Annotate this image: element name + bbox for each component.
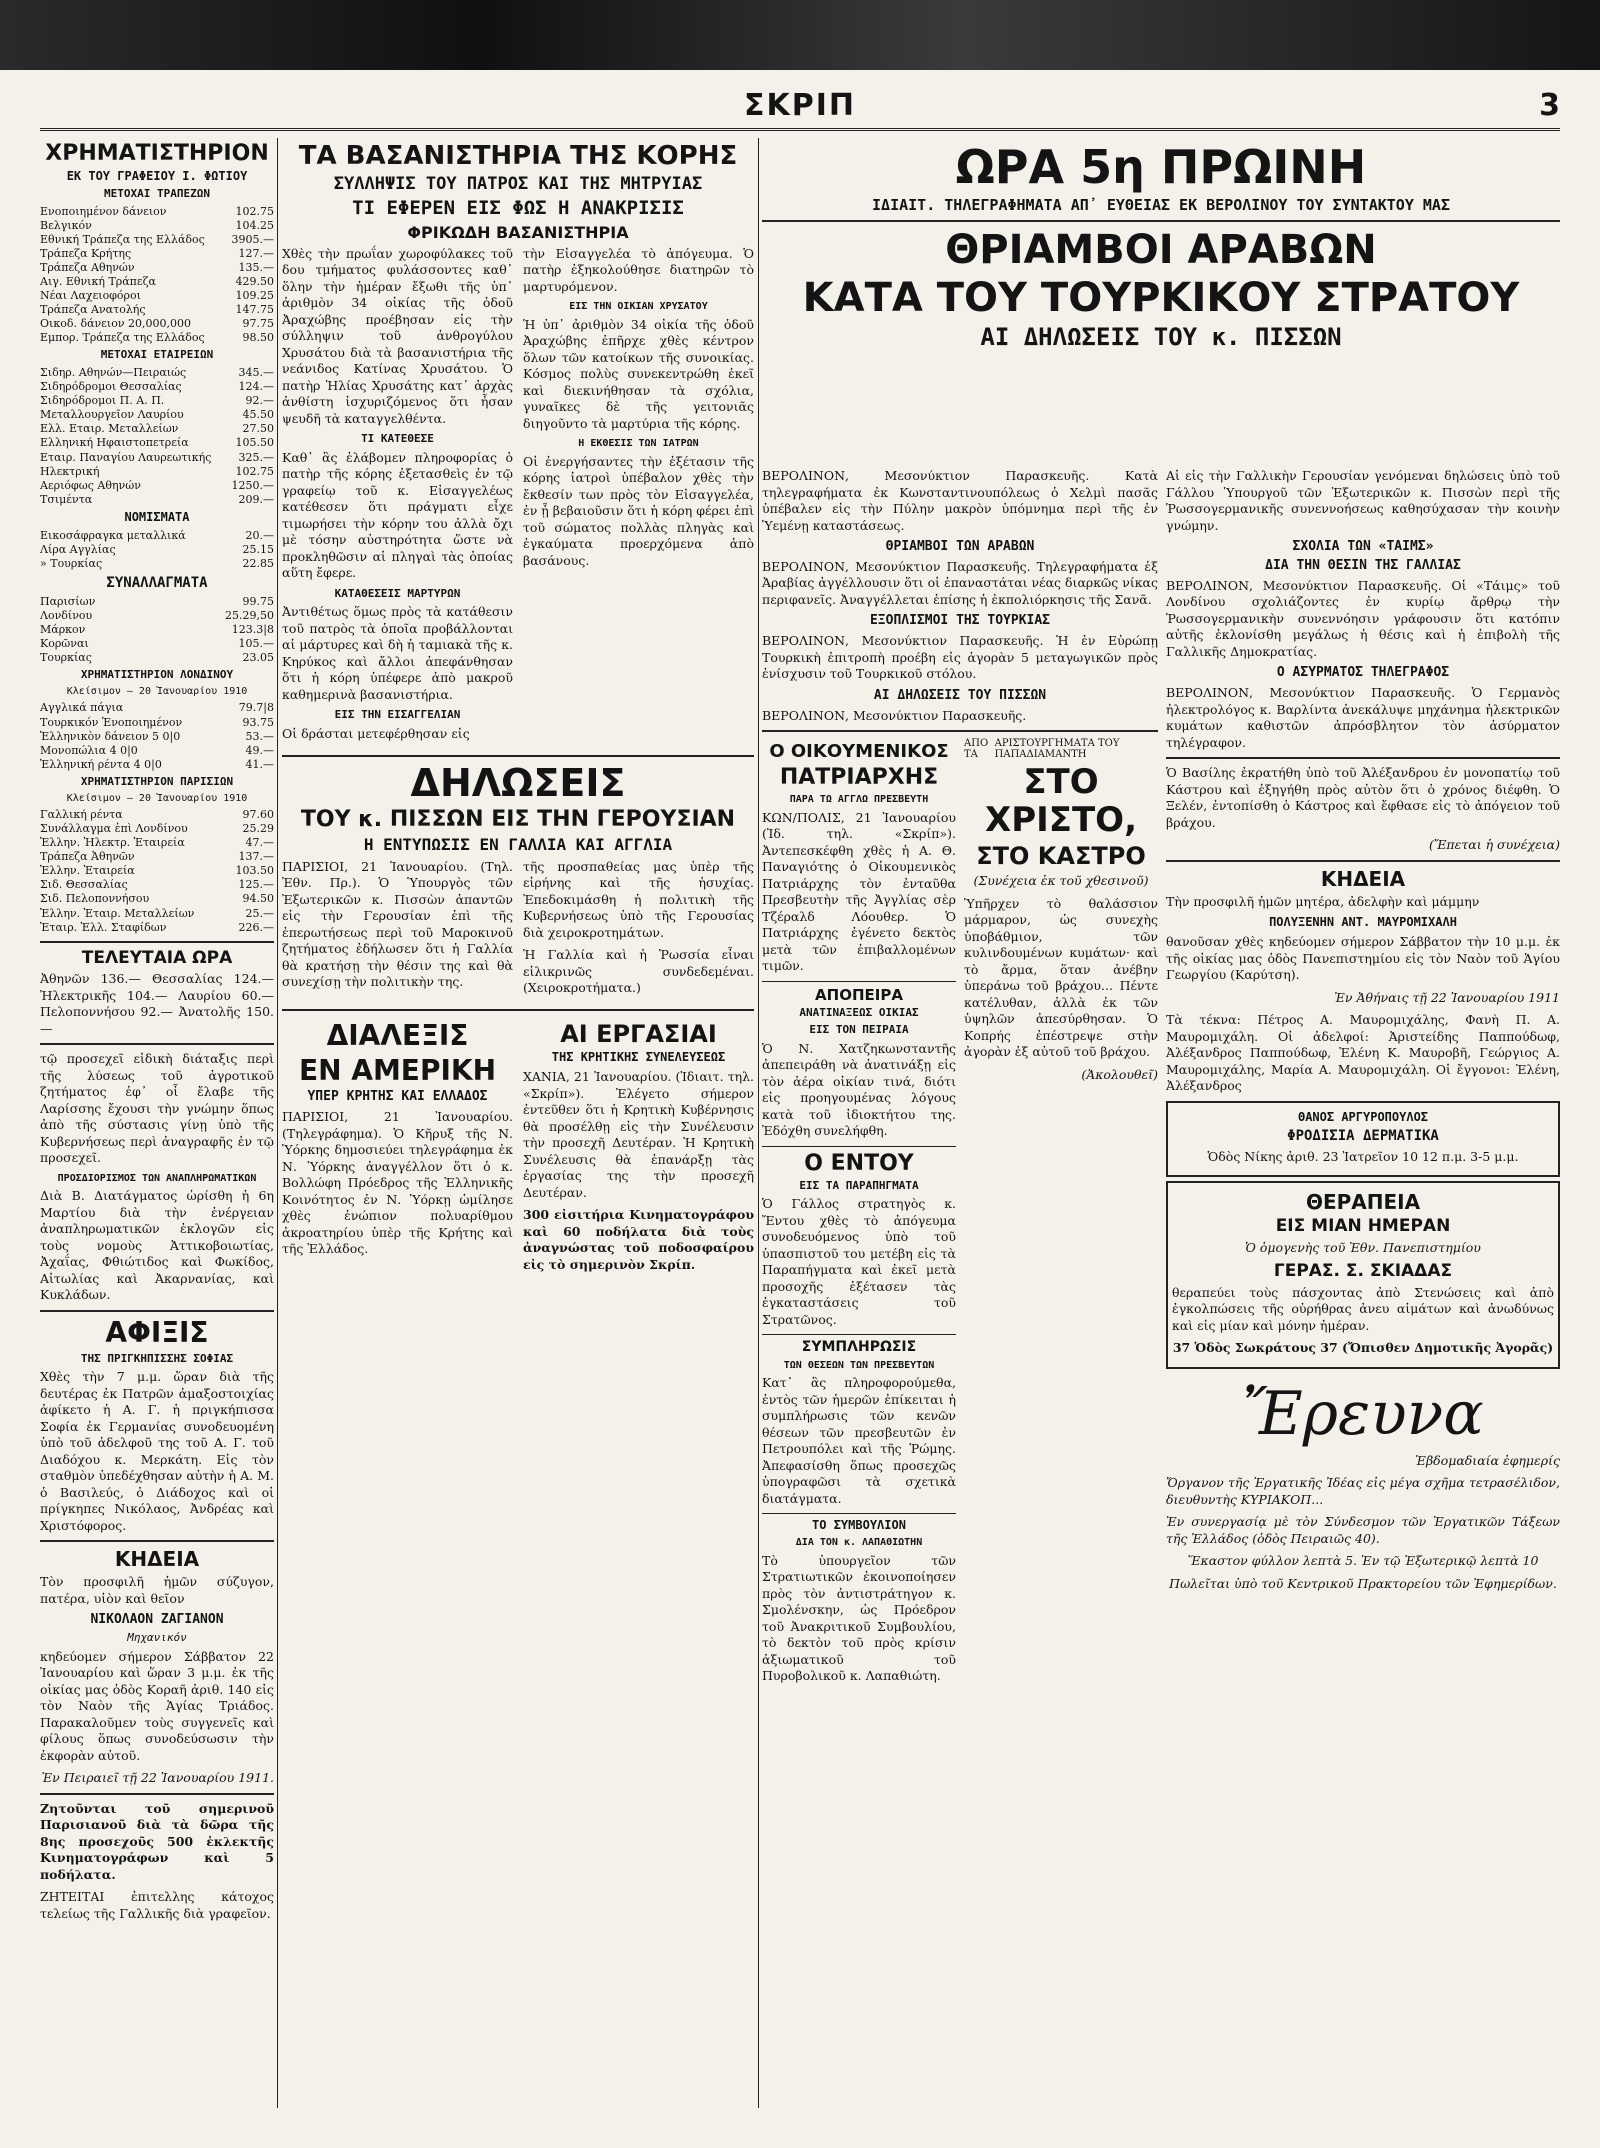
exchange-source: ΕΚ ΤΟΥ ΓΡΑΦΕΙΟΥ Ι. ΦΩΤΙΟΥ [66, 169, 248, 184]
arming-title: ΕΞΟΠΛΙΣΜΟΙ ΤΗΣ ΤΟΥΡΚΙΑΣ [869, 613, 1050, 629]
table-row [40, 275, 274, 289]
table-row [40, 878, 274, 892]
row-label: Βελγικόν [40, 218, 92, 232]
attempt-text: Ὁ Ν. Χατζηκωνσταντῆς ἀπεπειράθη νὰ ἀνατινάξῃ εἰς τὸν ἀέρα οἰκίαν τινά, διότι εἰς προηγουμένας λόγους κατὰ τοῦ ἰδιοκτήτου της. Ἐδόχθη συνελήφθη. [762, 1040, 956, 1139]
column-berlin-right [1166, 468, 1560, 2108]
row-value: 109.25 [235, 289, 274, 303]
row-label: Ἑλληνικὸν δάνειον 5 0|0 [40, 729, 181, 743]
row-value: 102.75 [235, 204, 274, 218]
statements-para-1: ΠΑΡΙΣΙΟΙ, 21 Ἰανουαρίου. (Τηλ. Ἐθν. Πρ.). Ὁ Ὑπουργὸς τῶν Ἐξωτερικῶν κ. Πισσὼν ἀπαντῶν εἰς τὴν Γερουσίαν ἐπὶ τῆς ἐπερωτήσεως περὶ τοῦ Μαροκινοῦ ζητήματος ἐδήλωσεν ὅτι ἡ Γαλλία θὰ κρατήσῃ τὴν θέσιν της καὶ θὰ συνεχίσῃ τὴν πολιτικὴν της. [282, 858, 513, 990]
torture-heading-deputy: ΕΙΣ ΤΗΝ ΕΙΣΑΓΓΕΛΙΑΝ [334, 708, 461, 722]
row-value: 20.— [245, 528, 274, 542]
row-value: 325.— [238, 450, 274, 464]
therapy-title: ΘΕΡΑΠΕΙΑ [1305, 1190, 1421, 1214]
row-value: 137.— [238, 850, 274, 864]
council-text: Τὸ ὑπουργεῖον τῶν Στρατιωτικῶν ἐκοινοποίησεν πρὸς τὸν ἀντιστράτηγον κ. Σμολένσκην, ὡς Πρόεδρον τοῦ Ἀνακριτικοῦ Συμβουλίου, τὸ δεκτὸν τοῦ πρὸς κρίσιν ἀξιωματικοῦ τοῦ Πυροβολικοῦ κ. Λαπαθιώτη. [762, 1552, 956, 1684]
banner-headline: ΘΡΙΑΜΒΟΙ ΑΡΑΒΩΝ [945, 226, 1377, 273]
row-value: 102.75 [235, 464, 274, 478]
row-label: Ἐλλην. Ἐταιρεία [40, 864, 135, 878]
row-label: Εμπορ. Τράπεζα της Ελλάδος [40, 331, 205, 345]
scan-edge [0, 0, 1600, 70]
row-label: Σιδηρόδρομοι Π. Α. Π. [40, 394, 165, 408]
row-value: 27.50 [242, 422, 274, 436]
row-label: Συνάλλαγμα ἐπὶ Λονδίνου [40, 822, 188, 836]
berlin-banner [762, 138, 1560, 468]
attempt-title-2: ΑΝΑΤΙΝΑΞΕΩΣ ΟΙΚΙΑΣ [799, 1006, 919, 1020]
row-label: Παρισίων [40, 594, 96, 608]
table-row [40, 451, 274, 465]
row-label: Σιδηρ. Αθηνών—Πειραιώς [40, 366, 187, 380]
table-row [40, 623, 274, 637]
row-value: 135.— [238, 260, 274, 274]
funeral-intro: Τὸν προσφιλῆ ἡμῶν σύζυγον, πατέρα, υἱὸν καὶ θεῖον [40, 1574, 274, 1606]
row-label: Ἐταιρ. Ἑλλ. Σταφίδων [40, 920, 167, 934]
row-label: Σιδ. Πελοποννήσου [40, 892, 150, 906]
table-row [40, 317, 274, 331]
row-value: 105.— [238, 637, 274, 651]
attempt-title: ΑΠΟΠΕΙΡΑ [815, 985, 903, 1004]
row-label: Μεταλλουργεῖον Λαυρίου [40, 408, 184, 422]
funeral-text: κηδεύομεν σήμερον Σάββατον 22 Ἰανουαρίου καὶ ὥραν 3 μ.μ. ἐκ τῆς οἰκίας μας ὁδὸς Κοραῆ ἀριθ. 140 εἰς τὸν Ναὸν τῆς Ἁγίας Τριάδος. Παρακαλοῦμεν τοὺς συγγενεῖς καὶ φίλους ὅπως συνοδεύσωσιν τὴν ἐκφορὰν αὐτοῦ. [40, 1648, 274, 1763]
elections-title: ΠΡΟΣΔΙΟΡΙΣΜΟΣ ΤΩΝ ΑΝΑΠΛΗΡΩΜΑΤΙΚΩΝ [57, 1172, 257, 1184]
therapy-title-2: ΕΙΣ ΜΙΑΝ ΗΜΕΡΑΝ [1275, 1216, 1451, 1236]
table-row [40, 543, 274, 557]
row-value: 209.— [238, 492, 274, 506]
table-row [40, 408, 274, 422]
paris-heading: ΧΡΗΜΑΤΙΣΤΗΡΙΟΝ ΠΑΡΙΣΙΩΝ [80, 774, 234, 788]
row-label: Τράπεζα Ἀθηνῶν [40, 850, 135, 864]
christ-title: ΣΤΟ ΧΡΙΣΤΟ, [984, 762, 1138, 840]
row-label: Αεριόφως Αθηνών [40, 478, 141, 492]
funeral2-title: ΚΗΔΕΙΑ [1320, 866, 1406, 891]
lecture-title-2: ΕΝ ΑΜΕΡΙΚΗ [298, 1053, 497, 1087]
serial-text: Ὁ Βασίλης ἐκρατήθη ὑπὸ τοῦ Ἀλέξανδρου ἐν μονοπατίῳ τοῦ Κάστρου καὶ ἐξηγήθη πρὸς αὐτὸν ὅτι ὁ χρόνος διέφθη. Ὁ Ξελέν, ἐντοπίσθη ὁ Κάστρος καὶ ἔφθασε εἰς τὸ ἀπόγειον τοῦ βράχου. [1166, 765, 1560, 830]
london-heading: ΧΡΗΜΑΤΙΣΤΗΡΙΟΝ ΛΟΝΔΙΝΟΥ [80, 668, 234, 682]
table-row [40, 850, 274, 864]
wireless-title: Ο ΑΣΥΡΜΑΤΟΣ ΤΗΛΕΓΡΑΦΟΣ [1276, 665, 1450, 681]
statements-subtitle: Η ΕΝΤΥΠΩΣΙΣ ΕΝ ΓΑΛΛΙΑ ΚΑΙ ΑΓΓΛΙΑ [363, 835, 673, 855]
sympl-text: Κατ᾿ ἃς πληροφορούμεθα, ἐντὸς τῶν ἡμερῶν ἐπίκειται ἡ συμπλήρωσις τῶν κενῶν θέσεων τῶν πρεσβευτῶν ἐν Πετρουπόλει καὶ τῆς Ῥώμης. Ἀπεφασίσθη ὅπως προσεχῶς ὑπογραφῶσι τὰ σχετικὰ διατάγματα. [762, 1375, 956, 1506]
sympl-title: ΣΥΜΠΛΗΡΩΣΙΣ [801, 1339, 917, 1356]
table-row [40, 529, 274, 543]
christ-text: Ὑπῆρχεν τὸ θαλάσσιον μάρμαρον, ὡς συνεχὴς ὑποβάθμιον, τῶν κυλινδουμένων κυμάτων· καὶ τὸ ἄρμα, ὅταν ἀνέβην ὑπεράνω τοῦ βράχου... Πέντε κατέλυθαν, ἀλλὰ ἐκ τῶν ὑψηλῶν ἀπεσύρθησαν. Ὁ Κοπρής ἐπέστρεψε στὴν ἀγορὰν ἐξ αὐτοῦ τοῦ βράχου. [964, 895, 1158, 1060]
row-label: Εταιρ. Παναγίου Λαυρεωτικής [40, 450, 212, 464]
companies-table [40, 366, 274, 507]
table-row [40, 422, 274, 436]
cretan-text: ΧΑΝΙΑ, 21 Ἰανουαρίου. (Ἰδιαιτ. τηλ. «Σκρίπ»). Ἐλέγετο σήμερον ἐντεῦθεν ὅτι ἡ Κρητικὴ Κυβέρνησις θὰ προσέλθῃ εἰς τὴν Συνέλευσιν τὴν προσεχῆ Δευτέραν. Ἡ Κρητικὴ Συνέλευσις θὰ ἐπανάρξῃ τὰς ἐργασίας της τὴν προσεχῆ Δευτέραν. [523, 1069, 754, 1200]
statements-para-3: Ἡ Γαλλία καὶ ἡ Ῥωσσία εἶναι εἰλικρινῶς συνδεδεμέναι. (Χειροκροτήματα.) [523, 947, 754, 996]
last-hour-text: Ἀθηνῶν 136.— Θεσσαλίας 124.— Ἠλεκτρικῆς 104.— Λαυρίου 60.— Πελοποννήσου 92.— Ἀνατολῆς 150.— [40, 971, 274, 1036]
row-value: 98.50 [242, 331, 274, 345]
row-label: Ηλεκτρική [40, 464, 100, 478]
torture-para-6: Ἡ ὑπ᾿ ἀριθμὸν 34 οἰκία τῆς ὁδοῦ Ἀραχώβης ἐπῆρχε χθὲς κέντρον ὅλων τῶν κατοίκων τῆς συνοικίας. Κόσμος πολὺς συνεκεντρώθη ἐκεῖ καὶ διεκινήθησαν τὰ σχόλια, γυναῖκες δὲ τῆς γειτονιᾶς διηγοῦντο τὰ μαρτύρια τῆς κόρης. [523, 316, 754, 431]
christ-title-2: ΣΤΟ ΚΑΣΤΡΟ [976, 842, 1146, 871]
row-label: Ἐλλην. Ἠλεκτρ. Ἐταιρεία [40, 836, 185, 850]
row-label: Λονδίνου [40, 609, 93, 623]
paris-table [40, 808, 274, 935]
torture-title: ΤΑ ΒΑΣΑΝΙΣΤΗΡΙΑ ΤΗΣ ΚΟΡΗΣ [298, 141, 738, 171]
row-value: 124.— [238, 380, 274, 394]
row-value: 105.50 [235, 436, 274, 450]
patriarch-title: Ο ΟΙΚΟΥΜΕΝΙΚΟΣ [769, 741, 949, 763]
row-label: Μάρκον [40, 623, 86, 637]
council-title: ΤΟ ΣΥΜΒΟΥΛΙΟΝ [812, 1518, 906, 1533]
ereuna-tag: Ἑβδομαδιαία ἐφημερίς [1415, 1452, 1560, 1468]
row-label: Ενοποιημένον δάνειον [40, 204, 167, 218]
pisson-text: ΒΕΡΟΛΙΝΟΝ, Μεσονύκτιον Παρασκευῆς. [762, 707, 1027, 723]
table-row [40, 331, 274, 345]
funeral-date: Ἐν Πειραιεῖ τῇ 22 Ἰανουαρίου 1911. [41, 1770, 274, 1786]
entou-text: Ὁ Γάλλος στρατηγὸς κ. Ἔντου χθὲς τὸ ἀπόγευμα συνοδευόμενος ὑπὸ τοῦ ὑπασπιστοῦ του μετέβη εἰς τὰ Παραπήγματα καὶ ἐκεῖ μετὰ προσοχῆς ἐξέτασεν τὰς ἐγκαταστάσεις τοῦ Στρατῶνος. [762, 1196, 956, 1327]
row-value: 226.— [238, 920, 274, 934]
row-label: » Τουρκίας [40, 556, 103, 570]
wanted-text: Ζητοῦνται τοῦ σημερινοῦ Παρισιανοῦ διὰ τὰ δῶρα τῆς 8ης προσεχοῦς 500 ἐκλεκτῆς Κινηματογράφων καὶ 5 ποδήλατα. [40, 1800, 274, 1882]
row-value: 3905.— [231, 232, 274, 246]
christ-label-left: ΑΠΟ ΤΑ [964, 738, 989, 761]
table-row [40, 247, 274, 261]
banner-title: ΩΡΑ 5η ΠΡΩΙΝΗ [955, 140, 1367, 194]
banner-subtitle: ΙΔΙΑΙΤ. ΤΗΛΕΓΡΑΦΗΜΑΤΑ ΑΠ᾿ ΕΥΘΕΙΑΣ ΕΚ ΒΕΡΟΛΙΝΟΥ ΤΟΥ ΣΥΝΤΑΚΤΟΥ ΜΑΣ [872, 195, 1450, 214]
funeral2-name: ΠΟΛΥΞΕΝΗΝ ΑΝΤ. ΜΑΥΡΟΜΙΧΑΛΗ [1269, 915, 1457, 930]
row-value: 49.— [245, 743, 274, 757]
lecture-subtitle: ΥΠΕΡ ΚΡΗΤΗΣ ΚΑΙ ΕΛΛΑΔΟΣ [307, 1089, 488, 1105]
table-row [40, 836, 274, 850]
page-number: 3 [1539, 88, 1560, 123]
torture-para-3: Καθ᾿ ἃς ἐλάβομεν πληροφορίας ὁ πατὴρ τῆς κόρης ἐξετασθεὶς ἐν τῷ γραφείῳ τοῦ κ. Εἰσαγγελέως κατέθεσεν ὅτι πράγματι εἶχε τιμωρήσει τὴν κόρην του ἀλλὰ ὄχι μὲ τόσην αὐστηρότητα ὥστε νὰ προκληθῶσιν αἱ πληγαὶ τὰς ὁποίας αὕτη ἔφερε. [282, 449, 513, 581]
statements-para-2: τῆς προσπαθείας μας ὑπὲρ τῆς εἰρήνης καὶ τῆς ἡσυχίας. Ἐπεδοκιμάσθη ἡ πολιτικὴ τῆς Κυβερνήσεως ὑπὸ τῆς Γερουσίας διὰ χειροκροτημάτων. [523, 858, 754, 940]
table-row [40, 701, 274, 715]
wireless-text: ΒΕΡΟΛΙΝΟΝ, Μεσονύκτιον Παρασκευῆς. Ὁ Γερμανὸς ἠλεκτρολόγος κ. Βαρλίντα ἀνεκάλυψε μηχάνημα ἠλεκτρικῶν κυμάτων καθιστῶν ἀπρόσβλητον τὸν ἀσύρματον τηλέγραφον. [1166, 685, 1560, 750]
table-row [40, 479, 274, 493]
row-label: Τράπεζα Κρήτης [40, 246, 132, 260]
table-row [40, 493, 274, 507]
funeral2-family: Τὰ τέκνα: Πέτρος Α. Μαυρομιχάλης, Φανὴ Π. Α. Μαυρομιχάλη. Οἱ ἀδελφοί: Ἀριστείδης Παππούδωφ, Ἀλέξανδρος Παππούδωφ, Ἑλένη Κ. Μαυροβῆ, Γεώργιος Α. Μαυρομιχάλης, Μαρία Α. Μαυρομιχάλη. Οἱ ἔγγονοι: Ἑλένη, Ἀλέξανδρος [1166, 1012, 1560, 1094]
table-row [40, 744, 274, 758]
torture-para-4: Ἀντιθέτως ὅμως πρὸς τὰ κατάθεσιν τοῦ πατρὸς τὰ ὁποῖα προβάλλονται αἱ μάρτυρες καὶ δὴ ἡ ταμιακὰ τῆς κ. Κηρύκος καὶ ἄλλοι ἀπεφάνθησαν ὅτι ἡ κόρη ὑπέφερε ἀπὸ μακροῦ καθημερινὰ βασανιστήρια. [282, 604, 513, 702]
statements-title-2: ΤΟΥ κ. ΠΙΣΣΩΝ ΕΙΣ ΤΗΝ ΓΕΡΟΥΣΙΑΝ [300, 807, 736, 833]
exchange-title: ΧΡΗΜΑΤΙΣΤΗΡΙΟΝ [45, 141, 269, 166]
arrivals-subtitle: ΤΗΣ ΠΡΙΓΚΗΠΙΣΣΗΣ ΣΟΦΙΑΣ [80, 1351, 234, 1365]
row-value: 25.15 [242, 542, 274, 556]
london-table [40, 701, 274, 771]
banner-headline-3: ΑΙ ΔΗΛΩΣΕΙΣ ΤΟΥ κ. ΠΙΣΣΩΝ [980, 322, 1342, 351]
row-label: Κορῶναι [40, 637, 89, 651]
entou-subtitle: ΕΙΣ ΤΑ ΠΑΡΑΠΗΓΜΑΤΑ [799, 1178, 919, 1192]
row-value: 23.05 [242, 651, 274, 665]
row-label: Γαλλική ρέντα [40, 808, 123, 822]
funeral2-date: Ἐν Ἀθήναις τῇ 22 Ἰανουαρίου 1911 [1334, 989, 1560, 1005]
row-label: Εθνική Τράπεζα της Ελλάδος [40, 232, 205, 246]
table-row [40, 219, 274, 233]
table-row [40, 595, 274, 609]
times-subtitle: ΔΙΑ ΤΗΝ ΘΕΣΙΝ ΤΗΣ ΓΑΛΛΙΑΣ [1265, 557, 1461, 573]
banks-table [40, 205, 274, 346]
table-row [40, 758, 274, 772]
row-value: 97.75 [242, 317, 274, 331]
attempt-subtitle: ΕΙΣ ΤΟΝ ΠΕΙΡΑΙΑ [809, 1022, 909, 1036]
row-value: 47.— [245, 836, 274, 850]
row-value: 1250.— [231, 478, 274, 492]
row-label: Ἑλληνική ρέντα 4 0|0 [40, 757, 162, 771]
row-label: Τσιμέντα [40, 492, 93, 506]
table-row [40, 864, 274, 878]
torture-heading-what: ΤΙ ΚΑΤΕΘΕΣΕ [361, 432, 434, 446]
paris-date: Κλείσιμον — 20 Ἰανουαρίου 1910 [66, 792, 248, 804]
arming-text: ΒΕΡΟΛΙΝΟΝ, Μεσονύκτιον Παρασκευῆς. Ἡ ἐν Εὐρώπῃ Τουρκικὴ ἐπιτροπὴ προέβη εἰς ἀγορὰν 5 μεταγωγικῶν πρὸς ἐνίσχυσιν τοῦ Τουρκικοῦ στόλου. [762, 633, 1158, 682]
ereuna-text-2: Ἐν συνεργασίᾳ μὲ τὸν Σύνδεσμον τῶν Ἐργατικῶν Τάξεων τῆς Ἑλλάδος (ὁδὸς Πειραιῶς 40). [1166, 1514, 1560, 1546]
arrivals-text: Χθὲς τὴν 7 μ.μ. ὥραν διὰ τῆς δευτέρας ἐκ Πατρῶν ἀμαξοστοιχίας ἀφίκετο ἡ Α. Γ. ἡ πριγκήπισσα Σοφία ἐκ Γερμανίας συνοδευομένη ὑπὸ τοῦ ἀδελφοῦ της τοῦ Α. Γ. τοῦ Διαδόχου κ. Μερκάτη. Εἰς τὸν σταθμὸν ὑπεδέχθησαν αὐτὴν ἡ Α. Μ. ὁ Βασιλεύς, ὁ Διάδοχος καὶ οἱ πρίγκηπες Νικόλαος, Ἀνδρέας καὶ Χριστόφορος. [40, 1369, 274, 1533]
torture-para-5: Οἱ δράσται μετεφέρθησαν εἰς [282, 726, 470, 741]
arrivals-title: ΑΦΙΞΙΣ [105, 1315, 209, 1349]
elections-text: Διὰ Β. Διατάγματος ὡρίσθη ἡ 6η Μαρτίου διὰ τὴν ἐνέργειαν ἀναπληρωματικῶν ἐκλογῶν εἰς τοὺς νομοὺς Ἀττικοβοιωτίας, Ἀχαΐας, Φθιώτιδος καὶ Φωκίδος, Αἰτωλίας καὶ Ἀκαρνανίας, καὶ Κυκλάδων. [40, 1188, 274, 1303]
row-label: Εικοσάφραγκα μεταλλικά [40, 528, 186, 542]
row-value: 22.85 [242, 556, 274, 570]
table-row [40, 465, 274, 479]
column-berlin-left [762, 468, 1158, 2108]
statements-title: ΔΗΛΩΣΕΙΣ [410, 760, 626, 805]
row-value: 25.29 [242, 822, 274, 836]
table-row [40, 380, 274, 394]
row-label: Λίρα Αγγλίας [40, 542, 116, 556]
torture-para-7: Οἱ ἐνεργήσαντες τὴν ἐξέτασιν τῆς κόρης ἰατροὶ ὑπέβαλον χθὲς τὴν ἔκθεσίν των πρὸς τὸν Εἰσαγγελέα, ἐν ᾗ βεβαιοῦσιν ὅτι ἡ κόρη φέρει ἐπὶ τοῦ σώματος πολλὰς πληγὰς καὶ ἐγκαύματα προερχόμενα ἀπὸ βασάνους. [523, 453, 754, 568]
funeral-name: ΝΙΚΟΛΑΟΝ ΖΑΓΙΑΝΟΝ [90, 1612, 224, 1628]
row-value: 45.50 [242, 408, 274, 422]
table-row [40, 303, 274, 317]
torture-subtitle-3: ΦΡΙΚΩΔΗ ΒΑΣΑΝΙΣΤΗΡΙΑ [407, 222, 629, 242]
agrarian-text: τῷ προσεχεῖ εἰδικὴ διάταξις περὶ τῆς λύσεως τοῦ ἀγροτικοῦ ζητήματος ἐφ᾿ οἷ ἔλαβε τῆς Λαρίσσης ἔχουσι τὴν γνώμην ὅπως ἀπὸ τῆς σύστασις γίνῃ ὑπὸ τῆς Κυβερνήσεως περὶ ἀναγραφῆς ἐν τῷ προσεχεῖ. [40, 1051, 274, 1166]
cretan-title: ΑΙ ΕΡΓΑΣΙΑΙ [560, 1019, 717, 1048]
row-value: 41.— [245, 757, 274, 771]
funeral2-text: θανοῦσαν χθὲς κηδεύομεν σήμερον Σάββατον τὴν 10 μ.μ. ἐκ τῆς οἰκίας μας ὁδὸς Πανεπιστημίου εἰς τὸν Ναὸν τοῦ Ἁγίου Γεωργίου (Καρύτση). [1166, 934, 1560, 983]
cretan-subtitle: ΤΗΣ ΚΡΗΤΙΚΗΣ ΣΥΝΕΛΕΥΣΕΩΣ [551, 1050, 726, 1065]
table-row [40, 808, 274, 822]
council-subtitle: ΔΙΑ ΤΟΝ κ. ΛΑΠΑΘΙΩΤΗΝ [795, 1537, 923, 1549]
column-news [282, 138, 754, 2108]
companies-heading: ΜΕΤΟΧΑΙ ΕΤΑΙΡΕΙΩΝ [100, 348, 214, 362]
christ-sig: (Ἀκολουθεῖ) [1081, 1066, 1158, 1082]
christ-note: (Συνέχεια ἐκ τοῦ χθεσινοῦ) [973, 873, 1149, 889]
column-exchange [40, 138, 274, 2108]
patriarch-subtitle: ΠΑΡΑ ΤΩ ΑΓΓΛΩ ΠΡΕΣΒΕΥΤΗ [789, 794, 929, 806]
london-date: Κλείσιμον — 20 Ἰανουαρίου 1910 [66, 685, 248, 697]
row-label: Τράπεζα Αθηνών [40, 260, 135, 274]
row-value: 123.3|8 [231, 623, 274, 637]
lecture-title: ΔΙΑΛΕΞΙΣ [326, 1018, 469, 1052]
sympl-subtitle: ΤΩΝ ΘΕΣΕΩΝ ΤΩΝ ΠΡΕΣΒΕΥΤΩΝ [783, 1359, 935, 1371]
senate-text: Αἱ εἰς τὴν Γαλλικὴν Γερουσίαν γενόμεναι δηλώσεις ὑπὸ τοῦ Γάλλου Ὑπουργοῦ τῶν Ἐξωτερικῶν κ. Πισσὼν περὶ τῆς Ῥωσσογερμανικῆς συνεννοήσεως καθησύχασαν τὴν κοινὴν γνώμην. [1166, 468, 1560, 533]
table-row [40, 730, 274, 744]
row-label: Οικοδ. δάνειον 20,000,000 [40, 317, 191, 331]
table-row [40, 716, 274, 730]
funeral2-intro: Τὴν προσφιλῆ ἡμῶν μητέρα, ἀδελφὴν καὶ μάμμην [1166, 893, 1480, 909]
lecture-text: ΠΑΡΙΣΙΟΙ, 21 Ἰανουαρίου. (Τηλεγράφημα). Ὁ Κῆρυξ τῆς Ν. Ὑόρκης δημοσιεύει τηλεγράφημα ἐκ Ν. Ὑόρκης ἀναγγέλλον ὅτι ὁ κ. Βολλώφη Πρόεδρος τῆς Ἑλληνικῆς Κοινότητος ἐν Ν. Ὑόρκῃ ὡμίλησε χθὲς ἐνώπιον πολυαρίθμου ἀκροατηρίου ὑπὲρ τῆς Κρήτης καὶ τῆς Ἑλλάδος. [282, 1109, 513, 1257]
row-label: Ἐλλην. Ἐταιρ. Μεταλλείων [40, 906, 195, 920]
table-row [40, 822, 274, 836]
funeral-profession: Μηχανικόν [127, 1631, 187, 1645]
row-label: Τράπεζα Ανατολής [40, 303, 146, 317]
therapy-text: θεραπεύει τοὺς πάσχοντας ἀπὸ Στενώσεις καὶ ἀπὸ ἐγκολπώσεις τῆς οὐρήθρας ἀνευ αἱμάτων καὶ ἀνωδύνως καὶ εἰς μίαν καὶ μόνην ἡμέραν. [1172, 1284, 1554, 1333]
row-label: Τουρκικόν Ἑνοποιημένον [40, 715, 183, 729]
christ-label-right: ΑΡΙΣΤΟΥΡΓΗΜΑΤΑ ΤΟΥ ΠΑΠΑΔΙΑΜΑΝΤΗ [994, 738, 1120, 761]
table-row [40, 394, 274, 408]
row-label: Ελληνική Ηφαιστοπετρεία [40, 436, 189, 450]
table-row [40, 892, 274, 906]
row-value: 25.29,50 [225, 609, 274, 623]
row-value: 429.50 [235, 275, 274, 289]
coins-heading: ΝΟΜΙΣΜΑΤΑ [124, 509, 190, 524]
derm-ad [1166, 1101, 1560, 1177]
table-row [40, 609, 274, 623]
torture-subtitle: ΣΥΛΛΗΨΙΣ ΤΟΥ ΠΑΤΡΟΣ ΚΑΙ ΤΗΣ ΜΗΤΡΥΙΑΣ [333, 173, 703, 194]
therapy-ad [1166, 1181, 1560, 1369]
coins-table [40, 529, 274, 571]
table-row [40, 921, 274, 935]
row-value: 97.60 [242, 808, 274, 822]
times-title: ΣΧΟΛΙΑ ΤΩΝ «ΤΑΙΜΣ» [1292, 539, 1434, 554]
ereuna-title: Ἔρευνα [1242, 1378, 1484, 1449]
derm-title: ΘΑΝΟΣ ΑΡΓΥΡΟΠΟΥΛΟΣ [1297, 1109, 1429, 1124]
arabs-text: ΒΕΡΟΛΙΝΟΝ, Μεσονύκτιον Παρασκευῆς. Τηλεγραφήματα ἐξ Ἀραβίας ἀγγέλλουσιν ὅτι οἱ ἐπαναστάται νέας διαρκῶς νίκας περιφανεῖς. Ἀναγγέλλεται ἐπίσης ἡ ἐκπολιόρκησις τῆς Σανᾶ. [762, 558, 1158, 607]
banner-headline-2: ΚΑΤΑ ΤΟΥ ΤΟΥΡΚΙΚΟΥ ΣΤΡΑΤΟΥ [802, 274, 1520, 321]
table-row [40, 637, 274, 651]
row-value: 93.75 [242, 715, 274, 729]
row-value: 103.50 [235, 864, 274, 878]
row-value: 79.7|8 [238, 701, 274, 715]
row-value: 147.75 [235, 303, 274, 317]
torture-para-2: τὴν Εἰσαγγελέα τὸ ἀπόγευμα. Ὁ πατὴρ ἐξηκολούθησε διατηρῶν τὸ μαρτυρόμενον. [523, 245, 754, 294]
row-label: Ελλ. Εταιρ. Μεταλλείων [40, 422, 179, 436]
row-label: Νέαι Λαχειοφόροι [40, 289, 141, 303]
therapy-name: ΓΕΡΑΣ. Σ. ΣΚΙΑΔΑΣ [1273, 1261, 1453, 1282]
row-value: 92.— [245, 394, 274, 408]
newspaper-name: ΣΚΡΙΠ [744, 88, 856, 123]
row-value: 127.— [238, 246, 274, 260]
row-value: 104.25 [235, 218, 274, 232]
row-value: 345.— [238, 366, 274, 380]
derm-text: Ὁδὸς Νίκης ἀριθ. 23 Ἰατρεῖον 10 12 π.μ. 3-5 μ.μ. [1207, 1148, 1519, 1164]
row-label: Τουρκίας [40, 651, 92, 665]
wanted-text-2: ΖΗΤΕΙΤΑΙ ἐπιτελλης κάτοχος τελείως τῆς Γαλλικῆς διὰ γραφεῖον. [40, 1889, 274, 1921]
serial-sig: (Ἔπεται ἡ συνέχεια) [1428, 837, 1560, 853]
cretan-wanted: 300 εἰσιτήρια Κινηματογράφου καὶ 60 ποδήλατα διὰ τοὺς ἀναγνώστας τοῦ ποδοσφαίρου εἰς τὸ σημερινὸν Σκρίπ. [523, 1207, 754, 1272]
row-value: 25.— [245, 906, 274, 920]
torture-heading-doctors: Η ΕΚΘΕΣΙΣ ΤΩΝ ΙΑΤΡΩΝ [578, 438, 699, 450]
masthead [40, 88, 1560, 131]
table-row [40, 366, 274, 380]
row-label: Σιδηρόδρομοι Θεσσαλίας [40, 380, 182, 394]
table-row [40, 907, 274, 921]
funeral-title: ΚΗΔΕΙΑ [114, 1547, 200, 1572]
table-row [40, 289, 274, 303]
table-row [40, 651, 274, 665]
torture-subtitle-2: ΤΙ ΕΦΕΡΕΝ ΕΙΣ ΦΩΣ Η ΑΝΑΚΡΙΣΙΣ [352, 197, 684, 220]
torture-para-1: Χθὲς τὴν πρωΐαν χωροφύλακες τοῦ δου τμήματος φυλάσσοντες καθ᾿ ὅλην τὴν ἡμέραν ἔξωθι τῆς ὑπ᾿ ἀριθμὸν 34 οἰκίας τῆς ὁδοῦ Ἀραχώβης προέβησαν εἰς τὴν σύλληψιν τοῦ ἀνθρογύλου Χρυσάτου διὰ τὰ βασανιστήρια τῆς νεάνιδος Κατίνας Χρυσάτου. Ὁ πατὴρ Ἠλίας Χρυσάτης κατ᾿ ἀρχὰς ἀνθίστη ἰσχυριζόμενος ὅτι ἦσαν ψευδῆ τὰ καταγγελθέντα. [282, 245, 513, 426]
table-row [40, 557, 274, 571]
ereuna-footer: Πωλεῖται ὑπὸ τοῦ Κεντρικοῦ Πρακτορείου τῶν Ἐφημερίδων. [1169, 1575, 1557, 1591]
therapy-address: 37 Ὁδὸς Σωκράτους 37 (Ὄπισθεν Δημοτικῆς Ἀγορᾶς) [1172, 1340, 1554, 1356]
patriarch-title-2: ΠΑΤΡΙΑΡΧΗΣ [779, 765, 939, 791]
column-rule [277, 138, 278, 2108]
table-row [40, 436, 274, 450]
row-value: 99.75 [242, 594, 274, 608]
row-label: Μονοπώλια 4 0|0 [40, 743, 138, 757]
fx-heading: ΣΥΝΑΛΛΑΓΜΑΤΑ [106, 574, 208, 591]
row-value: 125.— [238, 878, 274, 892]
berlin-1: ΒΕΡΟΛΙΝΟΝ, Μεσονύκτιον Παρασκευῆς. Κατὰ τηλεγραφήματα ἐκ Κωνσταντινουπόλεως ὁ Χελμὶ πασᾶς ὑπέβαλεν εἰς τὴν Πύλην μακρὸν ὑπόμνημα περὶ τῆς ἐν Ὑεμένῃ καταστάσεως. [762, 468, 1158, 533]
torture-heading-witness: ΚΑΤΑΘΕΣΕΙΣ ΜΑΡΤΥΡΩΝ [334, 586, 461, 600]
table-row [40, 233, 274, 247]
table-row [40, 205, 274, 219]
row-label: Αιγ. Εθνική Τράπεζα [40, 275, 156, 289]
row-value: 94.50 [242, 892, 274, 906]
patriarch-text: ΚΩΝ/ΠΟΛΙΣ, 21 Ἰανουαρίου (Ἰδ. τηλ. «Σκρίπ»). Ἀντεπεσκέφθη χθὲς ἡ Α. Θ. Παναγιότης ὁ Οἰκουμενικὸς Πατριάρχης τὸν ἐνταῦθα Πρεσβευτὴν τῆς Ἀγγλίας σὲρ Τζέραλδ Λόουθερ. Ὁ Πατριάρχης ἐγένετο δεκτὸς μετὰ τῶν ἐπιβαλλομένων τιμῶν. [762, 809, 956, 974]
table-row [40, 261, 274, 275]
row-label: Σιδ. Θεσσαλίας [40, 878, 128, 892]
ereuna-price: Ἕκαστον φύλλον λεπτὰ 5. Ἐν τῷ Ἐξωτερικῷ λεπτὰ 10 [1187, 1553, 1539, 1569]
entou-title: Ο ΕΝΤΟΥ [804, 1150, 914, 1176]
row-value: 53.— [245, 729, 274, 743]
fx-table [40, 595, 274, 665]
column-rule [758, 138, 759, 2108]
last-hour-title: ΤΕΛΕΥΤΑΙΑ ΩΡΑ [81, 947, 233, 968]
pisson-title: ΑΙ ΔΗΛΩΣΕΙΣ ΤΟΥ ΠΙΣΣΩΝ [873, 687, 1047, 703]
times-text: ΒΕΡΟΛΙΝΟΝ, Μεσονύκτιον Παρασκευῆς. Οἱ «Τάιμς» τοῦ Λονδίνου σχολιάζοντες ἐν κυρίῳ ἄρθρῳ τὴν Ῥωσσογερμανικὴν συνεννόησιν γράφουσιν ὅτι κατόπιν αὐτῆς ἐκλονίσθη μεγάλως ἡ θέσις καὶ ἡ ἐπιβολὴ τῆς Γαλλικῆς Δημοκρατίας. [1166, 577, 1560, 659]
row-label: Αγγλικά πάγια [40, 701, 124, 715]
therapy-label: Ὁ ὁμογενὴς τοῦ Ἐθν. Πανεπιστημίου [1245, 1239, 1481, 1255]
arabs-title: ΘΡΙΑΜΒΟΙ ΤΩΝ ΑΡΑΒΩΝ [885, 539, 1035, 554]
ereuna-text: Ὄργανον τῆς Ἐργατικῆς Ἰδέας εἰς μέγα σχῆμα τετρασέλιδον, διευθυντὴς ΚΥΡΙΑΚΟΠ... [1166, 1475, 1560, 1507]
derm-subtitle: ΦΡΟΔΙΣΙΑ ΔΕΡΜΑΤΙΚΑ [1287, 1128, 1439, 1145]
banks-heading: ΜΕΤΟΧΑΙ ΤΡΑΠΕΖΩΝ [104, 186, 210, 200]
torture-heading-house: ΕΙΣ ΤΗΝ ΟΙΚΙΑΝ ΧΡΥΣΑΤΟΥ [569, 301, 708, 313]
